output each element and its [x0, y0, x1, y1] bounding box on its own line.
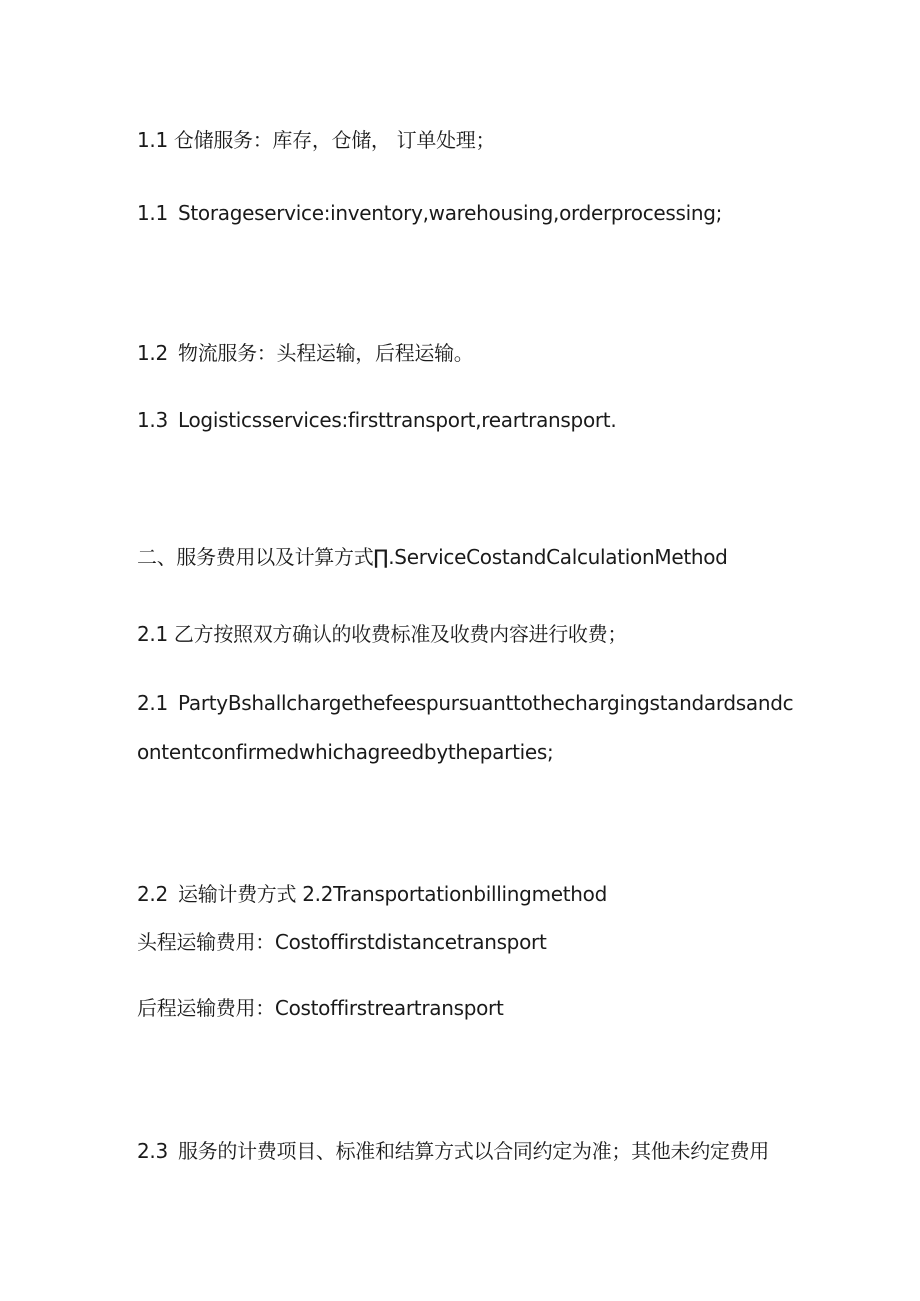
clause-number: 2.1	[137, 622, 168, 646]
clause-number: 1.3	[137, 408, 168, 432]
clause-number: 2.2	[137, 882, 168, 906]
clause-text: Storageservice:inventory,warehousing,orderprocessing;	[178, 201, 723, 225]
clause-number: 1.1	[137, 201, 168, 225]
clause-1-3-en	[137, 406, 616, 434]
clause-text: 服务的计费项目、标准和结算方式以合同约定为准；其他未约定费用	[178, 1139, 769, 1163]
clause-text: 运输计费方式 2.2Transportationbillingmethod	[178, 882, 608, 906]
section-heading-text: 二、服务费用以及计算方式∏.ServiceCostandCalculationMethod	[137, 545, 728, 569]
clause-2-3-zh	[137, 1137, 769, 1165]
rear-leg-cost-text: 后程运输费用：Costoffirstreartransport	[137, 996, 504, 1020]
clause-1-2-zh	[137, 339, 474, 367]
clause-text: Logisticsservices:firsttransport,reartransport.	[178, 408, 617, 432]
clause-number: 2.1	[137, 691, 168, 715]
clause-1-1-zh	[137, 126, 495, 154]
clause-text: 仓储服务：库存，仓储， 订单处理；	[173, 128, 496, 152]
clause-number: 1.2	[137, 341, 168, 365]
clause-2-2	[137, 880, 607, 908]
clause-1-1-en	[137, 199, 722, 227]
clause-text: 物流服务：头程运输，后程运输。	[178, 341, 474, 365]
section-2-heading	[137, 543, 728, 571]
rear-leg-cost-line	[137, 994, 504, 1022]
clause-number: 2.3	[137, 1139, 168, 1163]
clause-text: 乙方按照双方确认的收费标准及收费内容进行收费；	[173, 622, 628, 646]
clause-number: 1.1	[137, 128, 168, 152]
clause-2-1-en-continued	[137, 738, 553, 766]
clause-2-1-en	[137, 689, 793, 717]
clause-text: PartyBshallchargethefeespursuanttothechargingstandardsandc	[178, 691, 794, 715]
clause-text: ontentconfirmedwhichagreedbytheparties;	[137, 740, 554, 764]
clause-2-1-zh	[137, 620, 627, 648]
first-leg-cost-line	[137, 928, 546, 956]
first-leg-cost-text: 头程运输费用：Costoffirstdistancetransport	[137, 930, 547, 954]
